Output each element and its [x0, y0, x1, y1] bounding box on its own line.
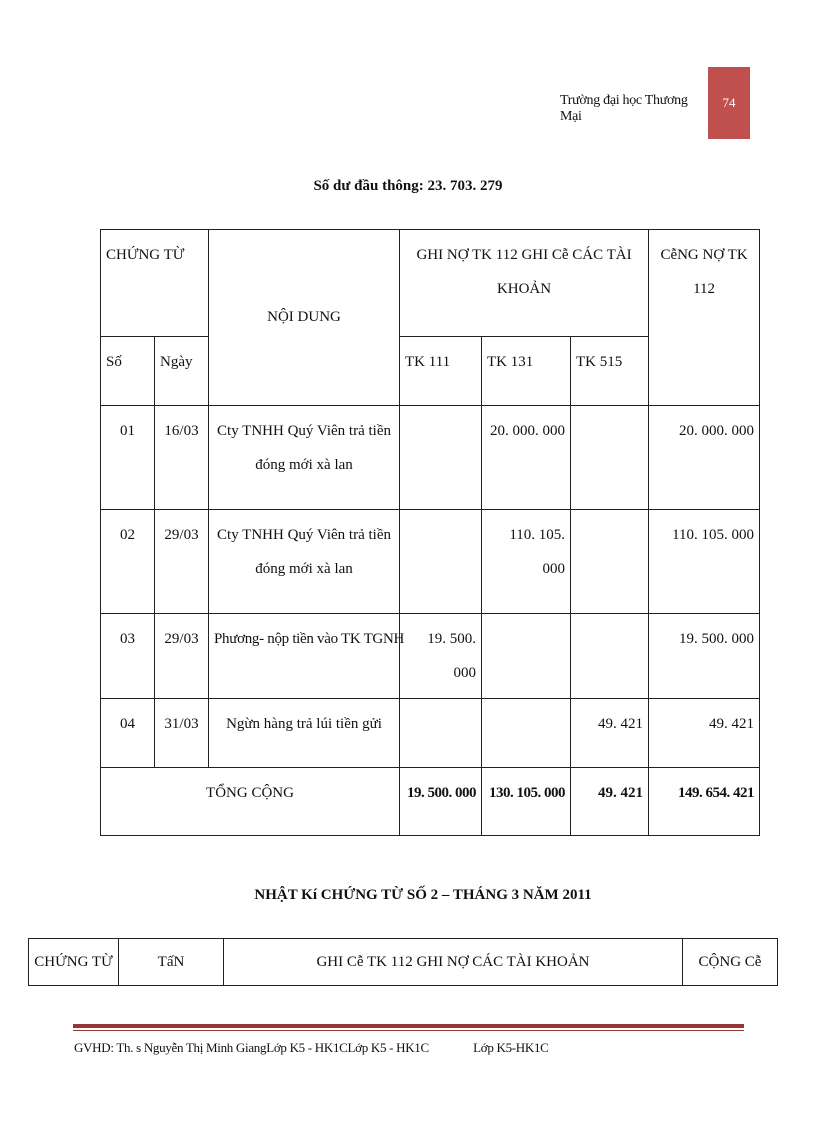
table-row — [101, 510, 760, 614]
row-tk131 — [482, 614, 571, 699]
row-noi-dung: Cty TNHH Quý Viên trả tiền đóng mới xà lan — [209, 510, 400, 614]
row-cong-no: 20. 000. 000 — [649, 406, 760, 510]
header-tk515: TK 515 — [571, 337, 649, 406]
opening-balance-title: Số dư đầu thông: 23. 703. 279 — [313, 178, 503, 194]
row-tk515 — [571, 614, 649, 699]
header-noi-dung: NỘI DUNG — [209, 230, 400, 406]
table-row — [101, 406, 760, 510]
header-tk111: TK 111 — [400, 337, 482, 406]
row-so: 04 — [101, 699, 155, 768]
footer-class: Lớp K5-HK1C — [473, 1040, 549, 1055]
footer-gvhd: GVHD: Th. s Nguyễn Thị Minh GiangLớp K5 - HK1CLớp K5 - HK1C — [74, 1040, 429, 1055]
row-so: 03 — [101, 614, 155, 699]
header-ngay: Ngày — [155, 337, 209, 406]
row-tk515 — [571, 406, 649, 510]
journal-title: NHẬT Kí CHỨNG TỪ SỐ 2 – THÁNG 3 NĂM 2011 — [254, 887, 592, 903]
header-chung-tu-2: CHỨNG TỪ — [29, 939, 119, 986]
row-ngay: 31/03 — [155, 699, 209, 768]
row-noi-dung: Ngừn hàng trả lúi tiền gửi — [209, 699, 400, 768]
row-so: 02 — [101, 510, 155, 614]
row-ngay: 16/03 — [155, 406, 209, 510]
row-tk515 — [571, 510, 649, 614]
header-so: Số — [101, 337, 155, 406]
row-tk111: 19. 500. 000 — [400, 614, 482, 699]
row-noi-dung: Cty TNHH Quý Viên trả tiền đóng mới xà lan — [209, 406, 400, 510]
row-tk131 — [482, 699, 571, 768]
row-tk515: 49. 421 — [571, 699, 649, 768]
row-tk111 — [400, 510, 482, 614]
footer — [74, 1040, 549, 1056]
row-so: 01 — [101, 406, 155, 510]
row-cong-no: 110. 105. 000 — [649, 510, 760, 614]
total-label: TỔNG CỘNG — [101, 768, 400, 836]
row-noi-dung: Phương- nộp tiền vào TK TGNH — [209, 614, 400, 699]
header-ghi-co: GHI Cễ TK 112 GHI NỢ CÁC TÀI KHOẢN — [224, 939, 683, 986]
total-tk111: 19. 500. 000 — [400, 768, 482, 836]
header-ten: TấN — [119, 939, 224, 986]
row-cong-no: 19. 500. 000 — [649, 614, 760, 699]
row-ngay: 29/03 — [155, 614, 209, 699]
header-cong-co: CỘNG Cễ — [683, 939, 778, 986]
total-cong-no: 149. 654. 421 — [649, 768, 760, 836]
header-cong-no: CễNG NỢ TK 112 — [649, 230, 760, 406]
row-tk131: 110. 105. 000 — [482, 510, 571, 614]
header-ghi-no: GHI NỢ TK 112 GHI Cễ CÁC TÀI KHOẢN — [400, 230, 649, 337]
header-school-name: Trường đại học Thương Mại — [560, 93, 688, 124]
table-row — [101, 699, 760, 768]
total-tk515: 49. 421 — [571, 768, 649, 836]
header-tk131: TK 131 — [482, 337, 571, 406]
header-chung-tu: CHỨNG TỪ — [101, 230, 209, 337]
page-number-badge: 74 — [708, 67, 750, 139]
footer-divider-thin — [73, 1030, 744, 1031]
row-tk111 — [400, 699, 482, 768]
row-cong-no: 49. 421 — [649, 699, 760, 768]
journal-table — [28, 938, 778, 986]
total-row — [101, 768, 760, 836]
row-tk111 — [400, 406, 482, 510]
cash-ledger-table — [100, 229, 760, 836]
footer-divider-thick — [73, 1024, 744, 1028]
table-row — [101, 614, 760, 699]
row-ngay: 29/03 — [155, 510, 209, 614]
row-tk131: 20. 000. 000 — [482, 406, 571, 510]
total-tk131: 130. 105. 000 — [482, 768, 571, 836]
